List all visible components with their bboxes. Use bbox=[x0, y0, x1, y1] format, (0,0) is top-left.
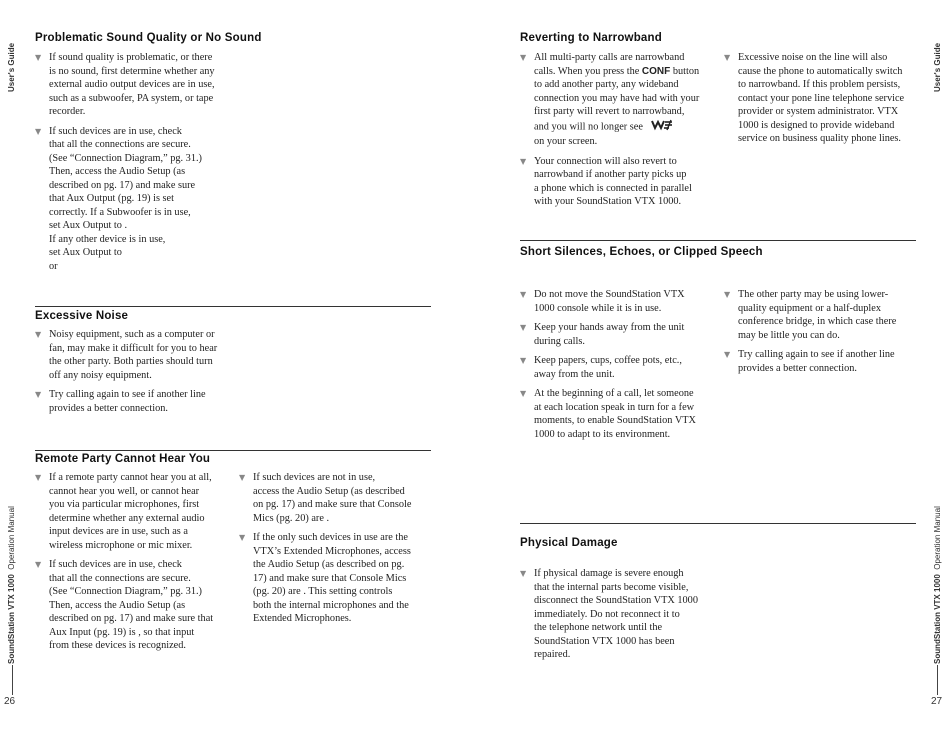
bullet-triangle-icon: ▼ bbox=[724, 53, 731, 62]
text-line: (See “Connection Diagram,” pg. 31.) bbox=[49, 152, 202, 164]
damage-list bbox=[520, 567, 725, 668]
text-line: If such devices are not in use, bbox=[253, 472, 376, 483]
remote-party-list-col1 bbox=[35, 471, 235, 659]
text-line: Aux Input (pg. 19) is , so that input bbox=[49, 626, 195, 638]
text-line: 1000 is designed to provide wideband bbox=[738, 119, 895, 131]
text-line: connection you may have had with your bbox=[534, 92, 700, 104]
list-item bbox=[520, 354, 725, 381]
list-item bbox=[520, 567, 725, 662]
text-line: If a remote party cannot hear you at all, bbox=[49, 472, 212, 483]
silences-list-col1 bbox=[520, 288, 725, 447]
text-line: Then, access the Audio Setup (as bbox=[49, 166, 186, 177]
text-line: both the internal microphones and the bbox=[253, 599, 409, 611]
excessive-noise-rule bbox=[35, 306, 431, 307]
list-item bbox=[239, 531, 439, 626]
text-line: VTX’s Extended Microphones, access bbox=[253, 545, 411, 557]
bullet-triangle-icon: ▼ bbox=[520, 569, 527, 578]
list-item bbox=[520, 387, 725, 441]
text-line: on pg. 17) and make sure that Console bbox=[253, 499, 412, 510]
text-line: access the Audio Setup (as described bbox=[253, 485, 405, 497]
text-line: repaired. bbox=[534, 649, 571, 660]
text-line: from these devices is recognized. bbox=[49, 640, 186, 651]
bullet-triangle-icon: ▼ bbox=[520, 356, 527, 365]
text-line: at each location speak in turn for a few bbox=[534, 401, 695, 413]
bullet-triangle-icon: ▼ bbox=[35, 560, 42, 569]
right-footer-bar bbox=[937, 665, 938, 695]
text-line: with your SoundStation VTX 1000. bbox=[534, 196, 682, 207]
bullet-triangle-icon: ▼ bbox=[520, 53, 527, 62]
text-line: Keep your hands away from the unit bbox=[534, 322, 685, 333]
text-line: If physical damage is severe enough bbox=[534, 568, 684, 579]
text-line: (pg. 20) are . This setting controls bbox=[253, 586, 393, 597]
text-line: Excessive noise on the line will also bbox=[738, 52, 888, 63]
text-line: first party will revert to narrowband, bbox=[534, 106, 685, 117]
text-line: provides a better connection. bbox=[738, 362, 857, 374]
left-side-label-top: User's Guide bbox=[7, 42, 16, 92]
bullet-triangle-icon: ▼ bbox=[520, 323, 527, 332]
text-line: conference bridge, in which case there bbox=[738, 316, 897, 327]
text-line: Noisy equipment, such as a computer or bbox=[49, 329, 215, 340]
bullet-triangle-icon: ▼ bbox=[520, 389, 527, 398]
text-line: to add another party, any wideband bbox=[534, 79, 679, 90]
damage-title: Physical Damage bbox=[520, 537, 618, 549]
bullet-triangle-icon: ▼ bbox=[35, 473, 42, 482]
text-line: At the beginning of a call, let someone bbox=[534, 388, 694, 399]
text-line: All multi-party calls are narrowband bbox=[534, 52, 685, 63]
text-line: 1000 to adapt to its environment. bbox=[534, 428, 671, 440]
bullet-triangle-icon: ▼ bbox=[520, 290, 527, 299]
list-item bbox=[520, 155, 725, 209]
excessive-noise-title: Excessive Noise bbox=[35, 310, 129, 322]
text-line: the telephone network until the bbox=[534, 622, 663, 633]
list-item bbox=[520, 51, 725, 149]
text-line: If any other device is in use, bbox=[49, 233, 166, 245]
text-line: Do not move the SoundStation VTX bbox=[534, 289, 685, 300]
remote-party-list-col2 bbox=[239, 471, 439, 632]
silences-list-col2 bbox=[724, 288, 924, 381]
text-line: Extended Microphones. bbox=[253, 613, 352, 624]
text-line: the Audio Setup (as described on pg. bbox=[253, 559, 405, 570]
text-line: Then, access the Audio Setup (as bbox=[49, 599, 186, 611]
text-line: If sound quality is problematic, or there bbox=[49, 52, 213, 63]
text-line: If the only such devices in use are the bbox=[253, 532, 408, 543]
text-line: narrowband if another party picks up bbox=[534, 169, 687, 180]
text-line: 17) and make sure that Console Mics bbox=[253, 572, 407, 584]
text-line: moments, to enable SoundStation VTX bbox=[534, 415, 696, 426]
text-line: If such devices are in use, check bbox=[49, 559, 182, 570]
bullet-triangle-icon: ▼ bbox=[724, 290, 731, 299]
text-line: Try calling again to see if another line bbox=[49, 389, 206, 400]
text-line: Mics (pg. 20) are . bbox=[253, 512, 330, 524]
bullet-triangle-icon: ▼ bbox=[520, 156, 527, 166]
text-line: quality equipment or a half-duplex bbox=[738, 302, 881, 314]
text-line: that all the connections are secure. bbox=[49, 572, 191, 584]
text-line: a phone which is connected in parallel bbox=[534, 182, 692, 194]
text-line: such as a subwoofer, PA system, or tape bbox=[49, 92, 214, 104]
text-line: disconnect the SoundStation VTX 1000 bbox=[534, 595, 698, 606]
text-line: input devices are in use, such as a bbox=[49, 526, 188, 537]
text-line: on your screen. bbox=[534, 136, 598, 147]
text-line: the other party. Both parties should turn bbox=[49, 356, 213, 367]
text-line: fan, may make it difficult for you to hear bbox=[49, 342, 218, 354]
left-page-number: 26 bbox=[4, 696, 16, 707]
text-line: immediately. Do not reconnect it to bbox=[534, 608, 680, 620]
text-line: contact your pone line telephone service bbox=[738, 92, 905, 104]
text-line: 1000 console while it is in use. bbox=[534, 302, 662, 314]
text-line: away from the unit. bbox=[534, 368, 615, 380]
text-line: SoundStation VTX 1000 has been bbox=[534, 635, 675, 647]
bullet-triangle-icon: ▼ bbox=[724, 350, 731, 359]
remote-party-rule bbox=[35, 450, 431, 451]
text-line: provider or system administrator. VTX bbox=[738, 106, 899, 117]
text-line: you via particular microphones, first bbox=[49, 499, 200, 510]
narrowband-title: Reverting to Narrowband bbox=[520, 32, 662, 44]
remote-party-title: Remote Party Cannot Hear You bbox=[35, 453, 211, 465]
text-line: to narrowband. If this problem persists, bbox=[738, 79, 901, 90]
text-line: set Aux Output to bbox=[49, 247, 122, 258]
text-line: and you will no longer see bbox=[534, 119, 725, 136]
silences-title: Short Silences, Echoes, or Clipped Speech bbox=[520, 246, 763, 258]
left-footer-bar bbox=[12, 665, 13, 695]
list-item bbox=[35, 558, 235, 653]
text-line: Try calling again to see if another line bbox=[738, 349, 895, 360]
text-line: during calls. bbox=[534, 335, 585, 347]
list-item bbox=[520, 321, 725, 348]
bullet-triangle-icon: ▼ bbox=[35, 53, 42, 62]
list-item bbox=[35, 125, 255, 274]
narrowband-list-col2 bbox=[724, 51, 924, 152]
text-line: cannot hear you well, or cannot hear bbox=[49, 485, 200, 497]
bullet-triangle-icon: ▼ bbox=[35, 390, 42, 399]
wideband-icon bbox=[651, 119, 673, 136]
text-line: (See “Connection Diagram,” pg. 31.) bbox=[49, 586, 202, 597]
list-item bbox=[35, 471, 235, 552]
bullet-triangle-icon: ▼ bbox=[35, 330, 42, 339]
text-line: or bbox=[49, 260, 58, 272]
bullet-triangle-icon: ▼ bbox=[35, 126, 42, 136]
list-item bbox=[35, 51, 255, 119]
text-line: correctly. If a Subwoofer is in use, bbox=[49, 206, 191, 218]
text-line: set Aux Output to . bbox=[49, 220, 128, 231]
text-line: recorder. bbox=[49, 106, 86, 117]
text-line: that the internal parts become visible, bbox=[534, 581, 689, 593]
text-line: determine whether any external audio bbox=[49, 512, 205, 524]
text-line: that all the connections are secure. bbox=[49, 139, 191, 150]
bullet-triangle-icon: ▼ bbox=[239, 533, 246, 542]
text-line: is no sound, first determine whether any bbox=[49, 65, 215, 77]
text-line: described on pg. 17) and make sure that bbox=[49, 613, 214, 624]
silences-rule bbox=[520, 240, 916, 241]
text-line: may be little you can do. bbox=[738, 329, 840, 341]
text-line: external audio output devices are in use, bbox=[49, 79, 215, 90]
list-item bbox=[724, 51, 924, 146]
text-line: Your connection will also revert to bbox=[534, 155, 677, 167]
text-line: calls. When you press the CONF button bbox=[534, 65, 700, 77]
list-item bbox=[35, 388, 265, 415]
list-item bbox=[520, 288, 725, 315]
list-item bbox=[724, 288, 924, 342]
list-item bbox=[239, 471, 439, 525]
problematic-sound-title: Problematic Sound Quality or No Sound bbox=[35, 32, 262, 44]
narrowband-list-col1 bbox=[520, 51, 725, 215]
text-line: off any noisy equipment. bbox=[49, 369, 152, 381]
text-line: If such devices are in use, check bbox=[49, 125, 182, 137]
left-side-label-bottom: SoundStation VTX 1000 Operation Manual bbox=[7, 506, 16, 664]
text-line: described on pg. 17) and make sure bbox=[49, 179, 196, 191]
text-line: Keep papers, cups, coffee pots, etc., bbox=[534, 355, 682, 366]
problematic-sound-list bbox=[35, 51, 255, 279]
right-side-label-bottom: SoundStation VTX 1000 Operation Manual bbox=[933, 506, 942, 664]
text-line: The other party may be using lower- bbox=[738, 289, 889, 300]
list-item bbox=[35, 328, 265, 382]
text-line: wireless microphone or mic mixer. bbox=[49, 539, 193, 551]
right-page-number: 27 bbox=[931, 696, 943, 707]
damage-rule bbox=[520, 523, 916, 524]
text-line: provides a better connection. bbox=[49, 402, 168, 414]
list-item bbox=[724, 348, 924, 375]
text-line: that Aux Output (pg. 19) is set bbox=[49, 193, 174, 204]
conf-key-label: CONF bbox=[641, 65, 671, 77]
right-side-label-top: User's Guide bbox=[933, 42, 942, 92]
bullet-triangle-icon: ▼ bbox=[239, 473, 246, 482]
excessive-noise-list bbox=[35, 328, 265, 421]
text-line: cause the phone to automatically switch bbox=[738, 65, 903, 77]
text-line: service on business quality phone lines. bbox=[738, 133, 902, 144]
